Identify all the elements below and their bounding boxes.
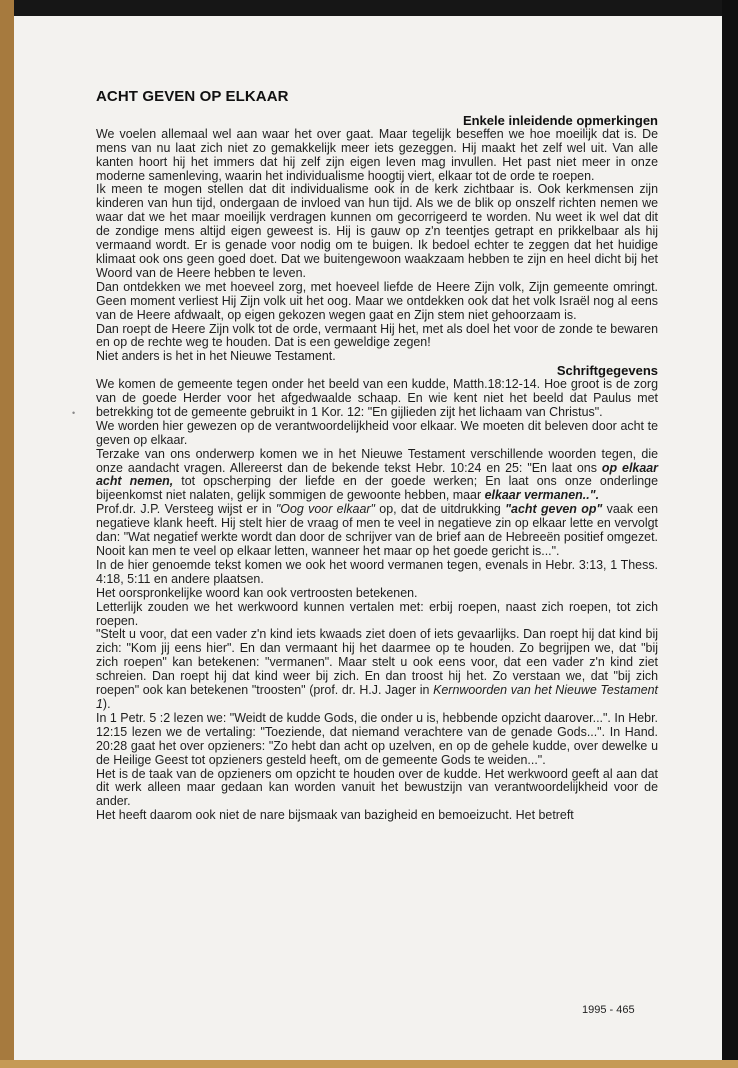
paragraph [96, 503, 658, 559]
paragraph [96, 628, 658, 711]
book-title: "Oog voor elkaar" [275, 502, 375, 517]
emphasis-text: "acht geven op" [505, 502, 603, 517]
page-number: 1995 - 465 [582, 1004, 635, 1016]
article-title: ACHT GEVEN OP ELKAAR [96, 88, 289, 105]
section-heading-scripture: Schriftgegevens [556, 363, 658, 379]
emphasis-text: elkaar vermanen..". [484, 488, 600, 503]
paragraph: Het is de taak van de opzieners om opzicht te houden over de kudde. Het werkwoord geeft al aan dat dit werk alleen maar gedaan kan worden vanuit het bewustzijn van verantwoordelijkheid voor de ander. [96, 766, 658, 809]
paragraph: Dan ontdekken we met hoeveel zorg, met hoeveel liefde de Heere Zijn volk, Zijn gemeente omringt. Geen moment verliest Hij Zijn volk uit het oog. Maar we ontdekken ook dat het volk Israël nog al eens van de Heere afdwaalt, op eigen gekozen wegen gaat en Zijn stem niet gehoorzaam is. [96, 279, 658, 322]
scan-border-top [0, 0, 738, 16]
text-run: Prof.dr. J.P. Versteeg wijst er in [96, 502, 276, 517]
text-run: tot opscherping der liefde en der goede werken; En laat ons onze onderlinge bijeenkomst niet nalaten, gelijk sommigen de gewoonte hebben, maar [96, 474, 659, 503]
section-heading-intro: Enkele inleidende opmerkingen [462, 112, 658, 128]
scan-border-bottom [0, 1060, 738, 1068]
text-run: vaak een negatieve klank heeft. Hij stelt hier de vraag of men te veel in negatieve zin op elkaar lette en vervolgt dan: "Wat negatief werkte wordt dan door de schrijver van de brief aan de Hebreeën positief omgezet. Nooit kan men te veel op elkaar letten, wanneer het maar op het goede gericht is...". [96, 502, 659, 558]
scan-border-right [722, 0, 738, 1068]
margin-mark: • [72, 408, 76, 418]
paragraph: In de hier genoemde tekst komen we ook het woord vermanen tegen, evenals in Hebr. 3:13, 1 Thess. 4:18, 5:11 en andere plaatsen. [96, 557, 658, 586]
emphasis-text: op elkaar acht nemen, [96, 460, 658, 489]
text-run: Terzake van ons onderwerp komen we in het Nieuwe Testament verschillende woorden tegen, die onze aandacht vragen. Allereerst dan de bekende tekst Hebr. 10:24 en 25: "En laat ons [96, 446, 658, 475]
paragraph: Ik meen te mogen stellen dat dit individualisme ook in de kerk zichtbaar is. Ook kerkmensen zijn kinderen van hun tijd, ondergaan de invloed van hun tijd. Als we de blik op onszelf richten nemen we waar dat we het maar moeilijk verdragen kunnen om gecorrigeerd te worden. Nu weet ik wel dat dit de zondige mens altijd eigen geweest is. Hij is gauw op z'n teentjes getrapt en prikkelbaar als hij vermaand wordt. Er is genade voor nodig om te buigen. Ik bedoel echter te zeggen dat het huidige klimaat ook ons geen goed doet. Dat we buitengewoon waakzaam hebben te zijn en heel dicht bij het Woord van de Heere hebben te leven. [96, 182, 658, 280]
paragraph: We komen de gemeente tegen onder het beeld van een kudde, Matth.18:12-14. Hoe groot is de zorg van de goede Herder voor het afgedwaalde schaap. En wie kent niet het beeld dat Paulus met betrekking tot de gemeente gebruikt in 1 Kor. 12: "En gijlieden zijt het lichaam van Christus". [96, 377, 658, 419]
paragraph: Niet anders is het in het Nieuwe Testament. [96, 349, 336, 364]
paragraph: Het heeft daarom ook niet de nare bijsmaak van bazigheid en bemoeizucht. Het betreft [96, 808, 574, 823]
paragraph: Letterlijk zouden we het werkwoord kunnen vertalen met: erbij roepen, naast zich roepen, tot zich roepen. [96, 599, 658, 628]
article-body [96, 90, 658, 823]
paragraph: We voelen allemaal wel aan waar het over gaat. Maar tegelijk beseffen we hoe moeilijk dat is. De mens van nu laat zich niet zo gemakkelijk meer iets gezeggen. Hij maakt het zelf wel uit. Van alle kanten hoort hij het immers dat hij zelf zijn eigen leven mag invullen. Het past niet meer in onze moderne samenleving, waarin het individualisme hoogtij viert, elkaar tot de orde te roepen. [96, 126, 658, 183]
paragraph: We worden hier gewezen op de verantwoordelijkheid voor elkaar. We moeten dit beleven door acht te geven op elkaar. [96, 418, 658, 447]
scan-border-left [0, 0, 14, 1068]
book-title: Kernwoorden van het Nieuwe Testament 1 [96, 683, 658, 711]
text-run: "Stelt u voor, dat een vader z'n kind iets kwaads ziet doen of iets gevaarlijks. Dan roept hij dat kind bij zich: "Kom jij eens hier". En dan vermaant hij het daarmee op te houden. Zo begrijpen we, dat "bij zich roepen" kan betekenen: "vermanen". Maar stelt u ook eens voor, dat een vader z'n kind ziet schreien. Dan roept hij dat kind weer bij zich. En dan troost hij het. Zo verstaan we, dat "bij zich roepen" ook kan betekenen "troosten" (prof. dr. H.J. Jager in [96, 627, 658, 698]
text-run: op, dat de uitdrukking [374, 502, 506, 517]
text-run: ). [102, 696, 111, 711]
paragraph: Het oorspronkelijke woord kan ook vertroosten betekenen. [96, 585, 418, 600]
paragraph [96, 448, 658, 504]
paragraph: Dan roept de Heere Zijn volk tot de orde, vermaant Hij het, met als doel het voor de zonde te bewaren en op de rechte weg te houden. Dat is een geweldige zegen! [96, 321, 658, 350]
document-page [14, 16, 722, 1060]
paragraph: In 1 Petr. 5 :2 lezen we: "Weidt de kudde Gods, die onder u is, hebbende opzicht daarover...". In Hebr. 12:15 lezen we de vertaling: "Toeziende, dat niemand verachtere van de genade Gods...". In Hand. 20:28 gaat het over opzieners: "Zo hebt dan acht op uzelven, en op de gehele kudde, over dewelke u de Heilige Geest tot opzieners gesteld heeft, om de gemeente Gods te weiden...". [96, 710, 658, 767]
